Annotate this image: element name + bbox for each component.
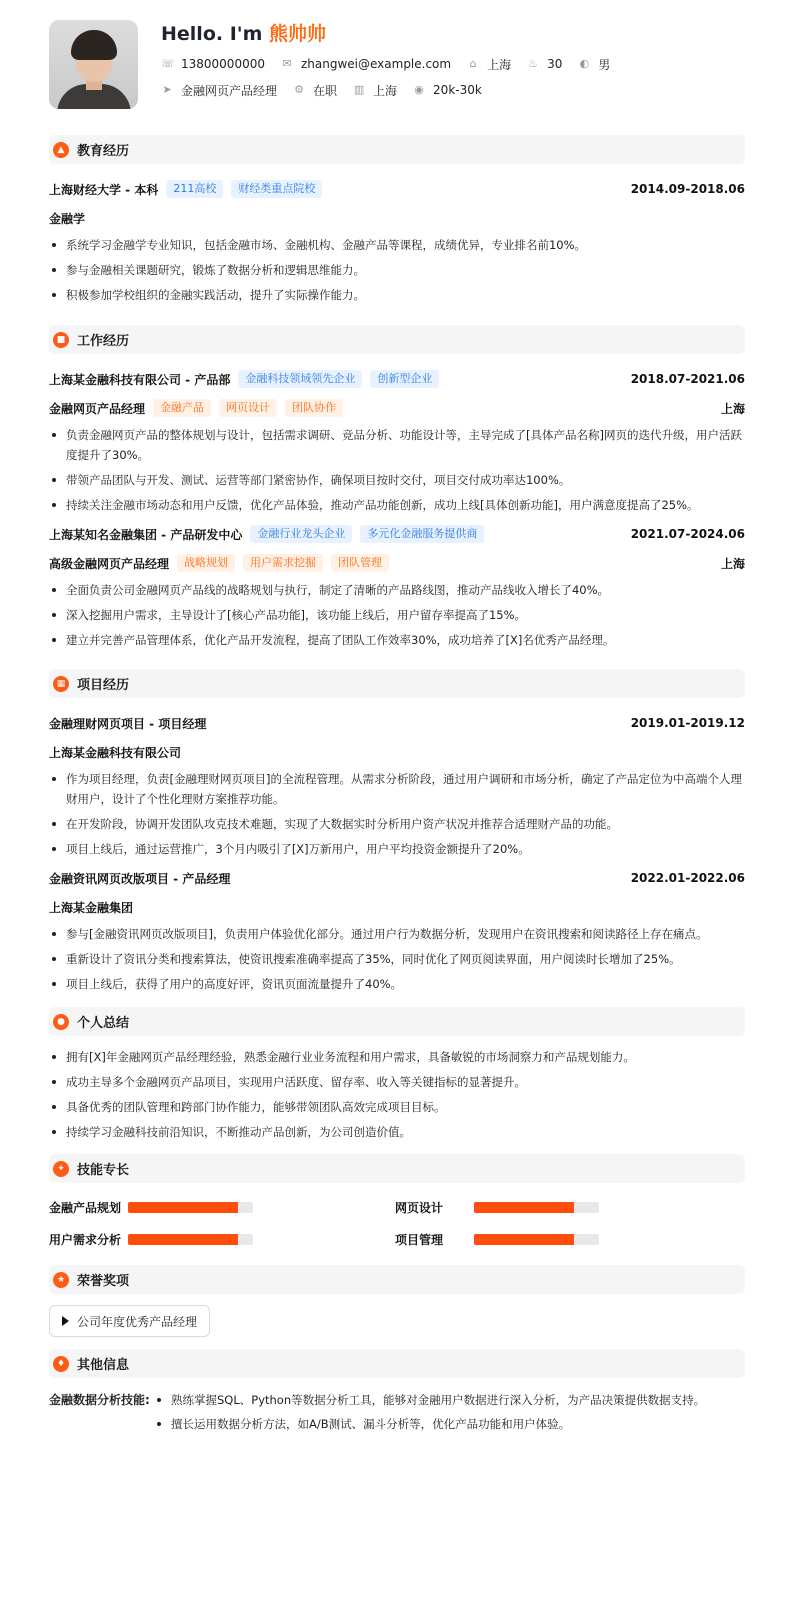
skill-bar	[128, 1234, 253, 1245]
skill-name: 用户需求分析	[49, 1232, 122, 1247]
section-title: 工作经历	[77, 334, 130, 349]
list-item: 负责金融网页产品的整体规划与设计，包括需求调研、竞品分析、功能设计等，主导完成了[具体产品名称]网页的迭代升级，用户活跃度提升了30%。	[49, 425, 745, 465]
tag: 多元化金融服务提供商	[360, 525, 484, 543]
money-icon: ◉	[414, 83, 424, 96]
list-item: 参与[金融资讯网页改版项目]，负责用户体验优化部分。通过用户行为数据分析，发现用户在资讯搜索和阅读路径上存在痛点。	[49, 924, 745, 944]
tag: 财经类重点院校	[231, 180, 322, 198]
job-location: 上海	[720, 556, 745, 571]
education-section	[49, 135, 745, 305]
tag: 网页设计	[219, 399, 277, 417]
list-item: 积极参加学校组织的金融实践活动，提升了实际操作能力。	[49, 285, 745, 305]
list-item: 重新设计了资讯分类和搜索算法，使资讯搜索准确率提高了35%，同时优化了网页阅读界面，用户阅读时长增加了25%。	[49, 949, 745, 969]
award-icon: ★	[53, 1272, 69, 1288]
other-section	[49, 1349, 745, 1436]
section-title: 技能专长	[77, 1163, 130, 1178]
job-role: 金融网页产品经理	[49, 401, 146, 416]
resume-header	[49, 20, 745, 120]
location: 上海	[487, 57, 512, 72]
list-item: 系统学习金融学专业知识，包括金融市场、金融机构、金融产品等课程，成绩优异，专业排名前10%。	[49, 235, 745, 255]
list-item: 拥有[X]年金融网页产品经理经验，熟悉金融行业业务流程和用户需求，具备敏锐的市场洞察力和产品规划能力。	[49, 1047, 745, 1067]
contact-row	[161, 51, 626, 77]
tag: 用户需求挖掘	[243, 554, 323, 572]
list-item: 参与金融相关课题研究，锻炼了数据分析和逻辑思维能力。	[49, 260, 745, 280]
list-item: 建立并完善产品管理体系，优化产品开发流程，提高了团队工作效率30%，成功培养了[X]名优秀产品经理。	[49, 630, 745, 650]
date-range: 2022.01-2022.06	[630, 871, 745, 885]
list-item: 擅长运用数据分析方法，如A/B测试、漏斗分析等，优化产品功能和用户体验。	[154, 1412, 705, 1436]
project-name: 金融理财网页项目 - 项目经理	[49, 716, 207, 731]
project-name: 金融资讯网页改版项目 - 产品经理	[49, 871, 231, 886]
tag: 金融科技领域领先企业	[238, 370, 362, 388]
list-item: 项目上线后，通过运营推广，3个月内吸引了[X]万新用户，用户平均投资金额提升了20%。	[49, 839, 745, 859]
summary-section	[49, 1007, 745, 1142]
building-icon: ▥	[353, 83, 365, 96]
skill-bar	[474, 1202, 599, 1213]
section-title: 个人总结	[77, 1016, 130, 1031]
awards-section	[49, 1265, 745, 1337]
mail-icon: ✉	[282, 57, 292, 70]
skills-section	[49, 1154, 745, 1255]
award-label: 公司年度优秀产品经理	[77, 1314, 198, 1329]
award-item[interactable]	[49, 1305, 210, 1337]
list-item: 熟练掌握SQL、Python等数据分析工具，能够对金融用户数据进行深入分析，为产品决策提供数据支持。	[154, 1388, 705, 1412]
skill-item	[395, 1223, 741, 1255]
skill-name: 金融产品规划	[49, 1200, 122, 1215]
tag: 211高校	[166, 180, 223, 198]
email: zhangwei@example.com	[300, 57, 452, 71]
date-range: 2019.01-2019.12	[630, 716, 745, 730]
gender-icon: ◐	[579, 57, 590, 70]
tag: 创新型企业	[370, 370, 439, 388]
job-location: 上海	[720, 401, 745, 416]
avatar	[49, 20, 138, 109]
lightning-icon: ✦	[53, 1161, 69, 1177]
candidate-name: 熊帅帅	[269, 23, 327, 45]
project-org: 上海某金融集团	[49, 900, 134, 915]
target-city: 上海	[373, 83, 398, 98]
caret-right-icon	[62, 1316, 69, 1326]
skill-bar-fill	[474, 1234, 574, 1245]
date-range: 2021.07-2024.06	[630, 527, 745, 541]
company-name: 上海某知名金融集团 - 产品研发中心	[49, 527, 243, 542]
gender: 男	[598, 57, 611, 72]
salary: 20k-30k	[433, 83, 482, 97]
graduation-cap-icon: ▲	[53, 142, 69, 158]
list-item: 全面负责公司金融网页产品线的战略规划与执行，制定了清晰的产品路线图，推动产品线收入增长了40%。	[49, 580, 745, 600]
skill-item	[49, 1191, 395, 1223]
tag: 团队协作	[285, 399, 343, 417]
page-title: Hello. I'm 熊帅帅	[161, 23, 327, 45]
work-status: 在职	[313, 83, 338, 98]
section-title: 其他信息	[77, 1358, 130, 1373]
school-name: 上海财经大学 - 本科	[49, 182, 159, 197]
date-range: 2014.09-2018.06	[630, 182, 745, 196]
grid-icon: ▦	[53, 676, 69, 692]
flame-icon: ♦	[53, 1356, 69, 1372]
major: 金融学	[49, 211, 86, 226]
job-role: 高级金融网页产品经理	[49, 556, 170, 571]
project-org: 上海某金融科技有限公司	[49, 745, 182, 760]
section-title: 教育经历	[77, 144, 130, 159]
skill-name: 项目管理	[395, 1232, 444, 1247]
job-intent-row	[161, 77, 626, 103]
skill-bar-fill	[128, 1202, 238, 1213]
tag: 金融行业龙头企业	[250, 525, 352, 543]
skill-bar	[474, 1234, 599, 1245]
section-title: 荣誉奖项	[77, 1274, 130, 1289]
other-label: 金融数据分析技能:	[49, 1393, 150, 1407]
skill-item	[49, 1223, 395, 1255]
list-item: 持续关注金融市场动态和用户反馈，优化产品体验，推动产品功能创新，成功上线[具体创新功能]，用户满意度提高了25%。	[49, 495, 745, 515]
send-icon: ➤	[162, 83, 172, 96]
age: 30	[547, 57, 563, 71]
skill-bar	[128, 1202, 253, 1213]
skill-item	[395, 1191, 741, 1223]
tag: 团队管理	[331, 554, 389, 572]
section-title: 项目经历	[77, 678, 130, 693]
list-item: 在开发阶段，协调开发团队攻克技术难题，实现了大数据实时分析用户资产状况并推荐合适理财产品的功能。	[49, 814, 745, 834]
list-item: 成功主导多个金融网页产品项目，实现用户活跃度、留存率、收入等关键指标的显著提升。	[49, 1072, 745, 1092]
list-item: 项目上线后，获得了用户的高度好评，资讯页面流量提升了40%。	[49, 974, 745, 994]
work-section	[49, 325, 745, 650]
date-range: 2018.07-2021.06	[630, 372, 745, 386]
target-position: 金融网页产品经理	[181, 83, 278, 98]
home-icon: ⌂	[469, 57, 477, 70]
tag: 战略规划	[177, 554, 235, 572]
briefcase-icon: ■	[53, 332, 69, 348]
user-icon: ●	[53, 1014, 69, 1030]
projects-section	[49, 669, 745, 994]
gear-icon: ⚙	[294, 83, 304, 96]
tag: 金融产品	[153, 399, 211, 417]
cake-icon: ♨	[528, 57, 539, 70]
list-item: 持续学习金融科技前沿知识，不断推动产品创新，为公司创造价值。	[49, 1122, 745, 1142]
phone-icon: ☏	[161, 57, 175, 70]
skill-bar-fill	[128, 1234, 238, 1245]
skill-name: 网页设计	[395, 1200, 444, 1215]
list-item: 带领产品团队与开发、测试、运营等部门紧密协作，确保项目按时交付，项目交付成功率达100%。	[49, 470, 745, 490]
list-item: 具备优秀的团队管理和跨部门协作能力，能够带领团队高效完成项目目标。	[49, 1097, 745, 1117]
company-name: 上海某金融科技有限公司 - 产品部	[49, 372, 231, 387]
skill-bar-fill	[474, 1202, 574, 1213]
phone: 13800000000	[181, 57, 265, 71]
list-item: 深入挖掘用户需求，主导设计了[核心产品功能]，该功能上线后，用户留存率提高了15%。	[49, 605, 745, 625]
list-item: 作为项目经理，负责[金融理财网页项目]的全流程管理。从需求分析阶段，通过用户调研和市场分析，确定了产品定位为中高端个人理财用户，设计了个性化理财方案推荐功能。	[49, 769, 745, 809]
